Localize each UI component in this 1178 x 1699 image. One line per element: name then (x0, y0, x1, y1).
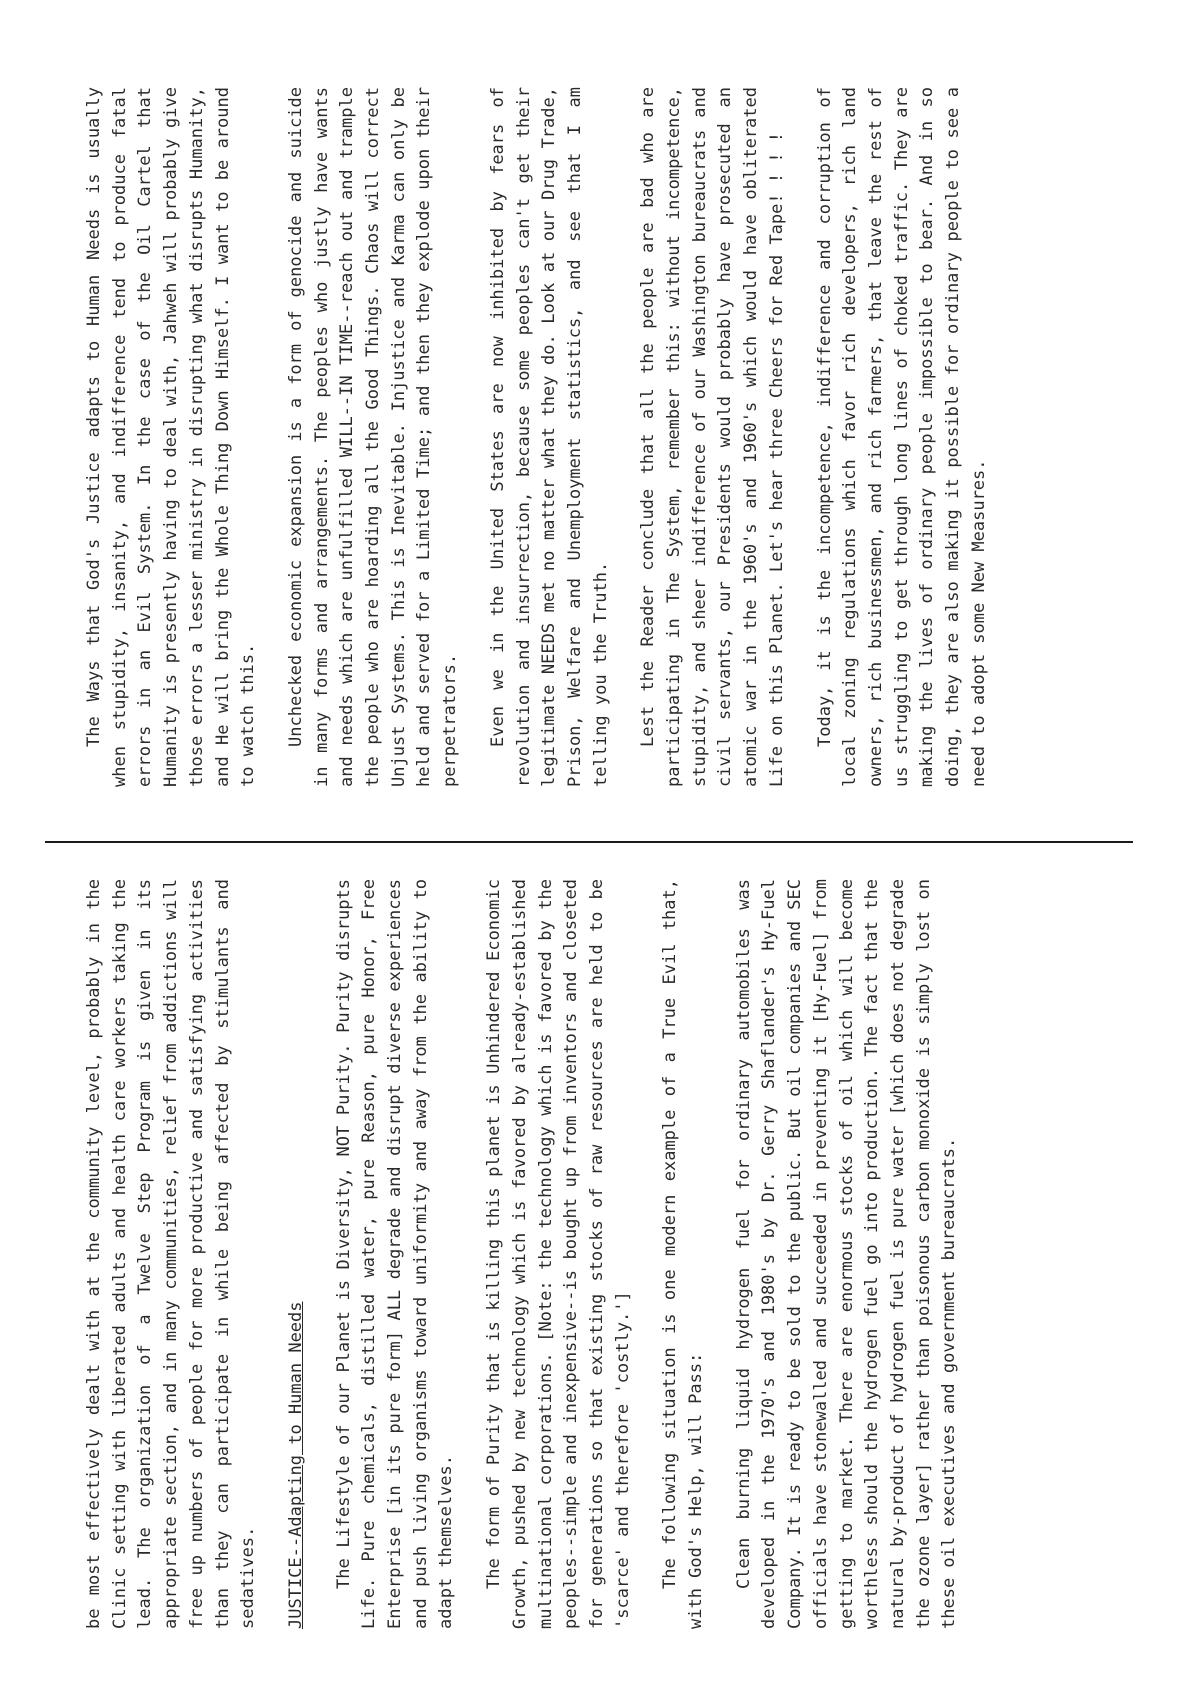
paragraph-the-system: Lest the Reader conclude that all the people are bad who are participating in The System, remember this: without incompetence, stupidity, and sheer indifference of our Washington bureaucrats and civil servants, our Presidents would probably have prosecuted an atomic war in the 1960's and 1960's which would have obliterated Life on this Planet. Let's hear three Cheers for Red Tape! ! ! ! (638, 87, 787, 787)
paragraph-gods-justice: The Ways that God's Justice adapts to Human Needs is usually when stupidity, insanity, and indifference tend to produce fatal errors in an Evil System. In the case of the Oil Cartel that Humanity is presently having to deal with, Jahweh will probably give those errors a lesser ministry in disrupting what disrupts Humanity, and He will bring the Whole Thing Down Himself. I want to be around to watch this. (84, 87, 259, 787)
left-text-column (82, 879, 985, 1629)
paragraph-united-states: Even we in the United States are now inhibited by fears of revolution and insurrection, because some peoples can't get their legitimate NEEDS met no matter what they do. Look at our Drug Trade, Prison, Welfare and Unemployment statistics, and see that I am telling you the Truth. (487, 87, 611, 787)
column-divider-rule (45, 841, 1133, 843)
paragraph-addiction-relief: be most effectively dealt with at the community level, probably in the Clinic setting with liberated adults and health care workers taking the lead. The organization of a Twelve Step Program is given in its appropriate section, and in many communities, relief from addictions will free up numbers of people for more productive and satisfying activities than they can participate in while being affected by stimulants and sedatives. (84, 879, 259, 1629)
paragraph-economic-growth: The form of Purity that is killing this planet is Unhindered Economic Growth, pushed by new technology which is favored by already-established multinational corporations. [Note: the technology which is favored by the peoples--simple and inexpensive--is bought up from inventors and closeted for generations so that existing stocks of raw resources are held to be 'scarce' and therefore 'costly.'] (484, 879, 633, 1629)
paragraph-diversity-purity: The Lifestyle of our Planet is Diversity, NOT Purity. Purity disrupts Life. Pure chemicals, distilled water, pure Reason, pure Honor, Free Enterprise [in its pure form] ALL degrade and disrupt diverse experiences and push living organisms toward uniformity and away from the ability to adapt themselves. (333, 879, 457, 1629)
right-text-column (82, 87, 1015, 787)
paragraph-evil-example: The following situation is one modern example of a True Evil that, with God's Help, will Pass: (660, 879, 707, 1629)
section-heading-justice: JUSTICE--Adapting to Human Needs (285, 1301, 306, 1629)
paragraph-zoning-regulations: Today, it is the incompetence, indifference and corruption of local zoning regulations which favor rich developers, rich land owners, rich businessmen, and rich farmers, that leave the rest of us struggling to get through long lines of choked traffic. They are making the lives of ordinary people impossible to bear. And in so doing, they are also making it possible for ordinary people to see a need to adopt some New Measures. (814, 87, 989, 787)
paragraph-unchecked-expansion: Unchecked economic expansion is a form of genocide and suicide in many forms and arrangements. The peoples who justly have wants and needs which are unfulfilled WILL--IN TIME--reach out and trample the people who are hoarding all the Good Things. Chaos will correct Unjust Systems. This is Inevitable. Injustice and Karma can only be held and served for a Limited Time; and then they explode upon their perpetrators. (285, 87, 461, 787)
paragraph-hydrogen-fuel: Clean burning liquid hydrogen fuel for ordinary automobiles was developed in the 1970's and 1980's by Dr. Gerry Shaflander's Hy-Fuel Company. It is ready to be sold to the public. But oil companies and SEC officials have stonewalled and succeeded in preventing it [Hy-Fuel] from getting to market. There are enormous stocks of oil which will become worthless should the hydrogen fuel go into production. The fact that the natural by-product of hydrogen fuel is pure water [which does not degrade the ozone layer] rather than poisonous carbon monoxide is simply lost on these oil executives and government bureaucrats. (733, 879, 960, 1629)
